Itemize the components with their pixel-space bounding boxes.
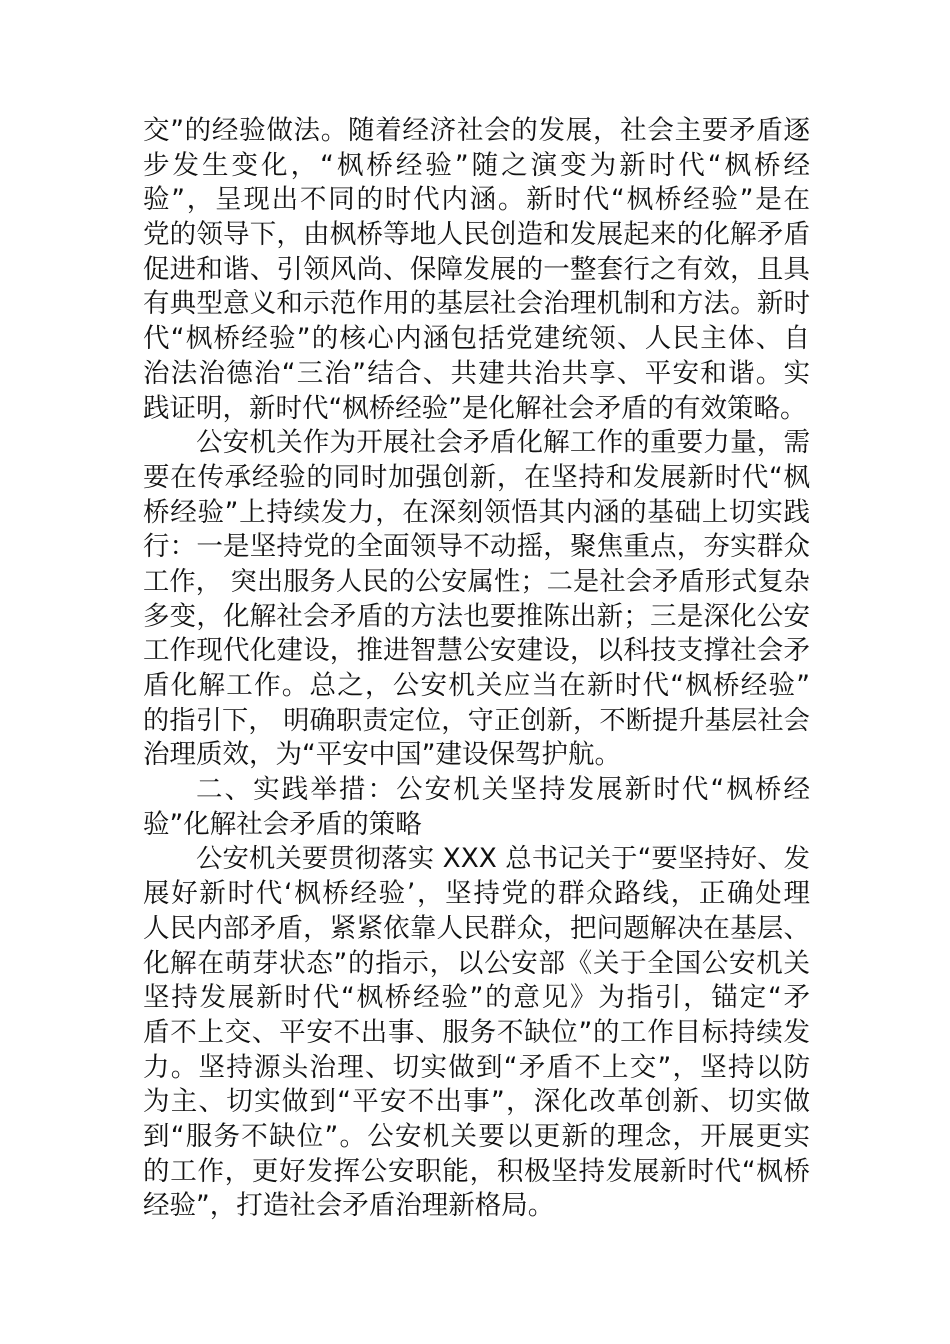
paragraph: [143, 426, 810, 773]
text-line: 为主、切实做到“平安不出事”，深化改革创新、切实做: [143, 1086, 810, 1118]
text-line: 到“服务不缺位”。公安机关要以更新的理念，开展更实: [143, 1120, 810, 1152]
text-line: 交”的经验做法。随着经济社会的发展，社会主要矛盾逐: [143, 115, 810, 146]
text-line: 治法治德治“三治”结合、共建共治共享、平安和谐。实: [143, 357, 810, 389]
heading-line: 二、实践举措：公安机关坚持发展新时代“枫桥经: [196, 774, 810, 806]
text-line: 公安机关作为开展社会矛盾化解工作的重要力量，需: [196, 427, 810, 459]
text-line: 践证明，新时代“枫桥经验”是化解社会矛盾的有效策略。: [143, 392, 807, 424]
text-line: 坚持发展新时代“枫桥经验”的意见》为指引，锚定“矛: [143, 982, 810, 1014]
text-line: 党的领导下，由枫桥等地人民创造和发展起来的化解矛盾: [143, 219, 810, 251]
paragraph: [143, 842, 810, 1224]
text-line: 验”，呈现出不同的时代内涵。新时代“枫桥经验”是在: [143, 184, 810, 216]
text-line: 步发生变化，“枫桥经验”随之演变为新时代“枫桥经: [143, 149, 810, 181]
heading-line: 验”化解社会矛盾的策略: [143, 808, 422, 840]
text-line: 桥经验”上持续发力，在深刻领悟其内涵的基础上切实践: [143, 496, 810, 528]
text-line: 的指引下， 明确职责定位，守正创新，不断提升基层社会: [143, 705, 810, 736]
text-line: 多变，化解社会矛盾的方法也要推陈出新；三是深化公安: [143, 600, 810, 632]
paragraph: [143, 114, 810, 426]
text-line: 展好新时代‘枫桥经验’，坚持党的群众路线，正确处理: [143, 878, 810, 910]
text-line: 化解在萌芽状态”的指示，以公安部《关于全国公安机关: [143, 947, 810, 979]
text-line: 工作现代化建设，推进智慧公安建设，以科技支撑社会矛: [143, 635, 810, 667]
text-line: 盾不上交、平安不出事、服务不缺位”的工作目标持续发: [143, 1016, 810, 1048]
text-line: 代“枫桥经验”的核心内涵包括党建统领、人民主体、自: [143, 323, 810, 355]
document-body: [143, 114, 810, 1224]
text-line: 公安机关要贯彻落实 XXX 总书记关于“要坚持好、发: [196, 844, 810, 875]
text-line: 的工作，更好发挥公安职能，积极坚持发展新时代“枫桥: [143, 1155, 810, 1187]
text-line: 促进和谐、引领风尚、保障发展的一整套行之有效，且具: [143, 253, 810, 285]
text-line: 治理质效，为“平安中国”建设保驾护航。: [143, 739, 621, 771]
text-line: 工作， 突出服务人民的公安属性；二是社会矛盾形式复杂: [143, 566, 810, 597]
text-line: 经验”，打造社会矛盾治理新格局。: [143, 1190, 555, 1222]
section-heading: [143, 773, 810, 842]
text-line: 有典型意义和示范作用的基层社会治理机制和方法。新时: [143, 288, 810, 320]
text-line: 人民内部矛盾，紧紧依靠人民群众，把问题解决在基层、: [143, 912, 810, 944]
text-line: 盾化解工作。总之，公安机关应当在新时代“枫桥经验”: [143, 670, 810, 701]
text-line: 要在传承经验的同时加强创新，在坚持和发展新时代“枫: [143, 461, 810, 493]
text-line: 行：一是坚持党的全面领导不动摇，聚焦重点，夯实群众: [143, 531, 810, 563]
text-line: 力。坚持源头治理、切实做到“矛盾不上交”，坚持以防: [143, 1051, 810, 1083]
